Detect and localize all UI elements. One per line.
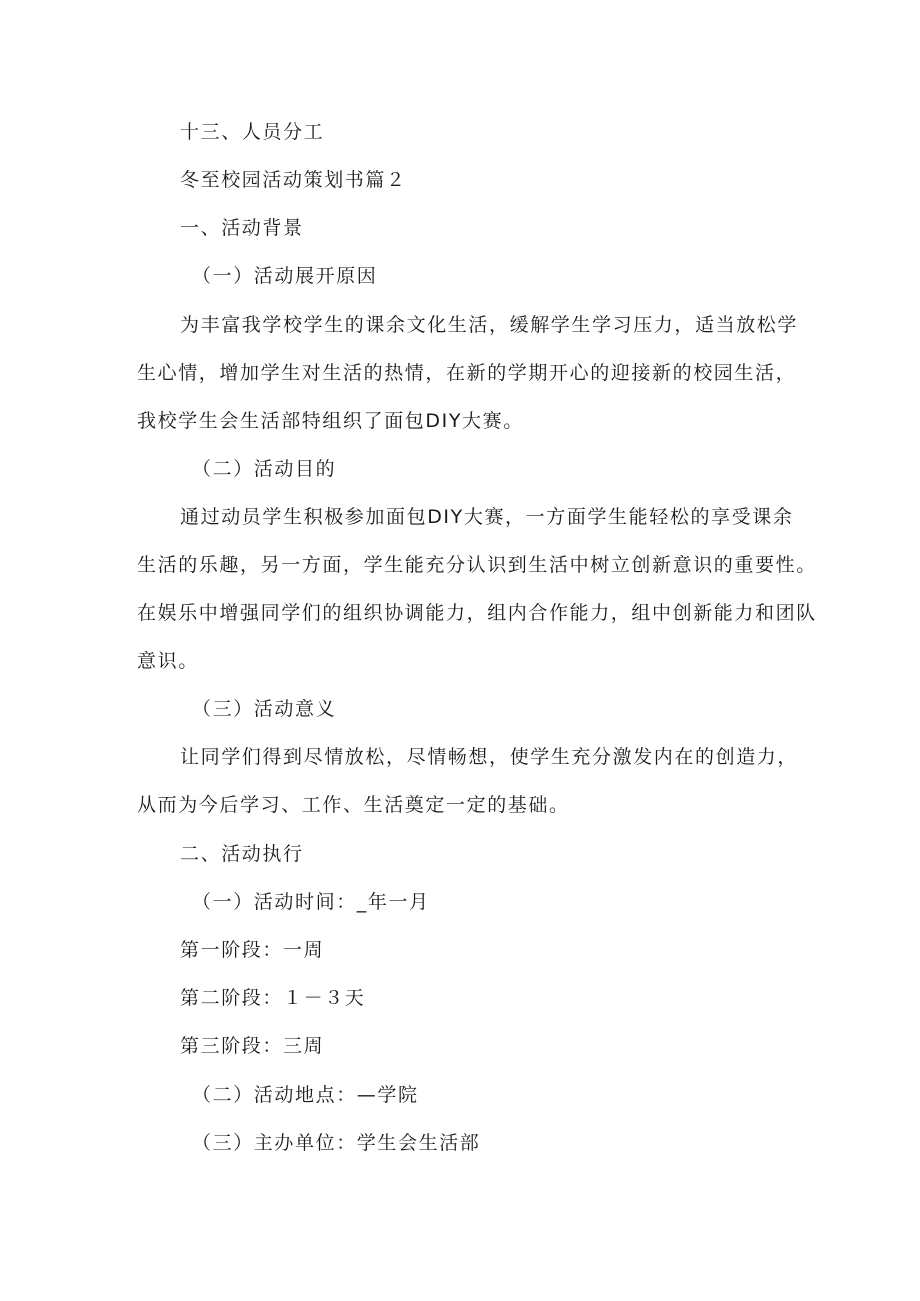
stage-three: 第三阶段：三周 <box>180 1035 325 1057</box>
part2-title: 二、活动执行 <box>180 843 304 865</box>
activity-place: （二）活动地点：—学院 <box>192 1084 419 1106</box>
reason-paragraph-line1: 为丰富我学校学生的课余文化生活，缓解学生学习压力，适当放松学 <box>180 314 799 336</box>
stage-two: 第二阶段：１－３天 <box>180 987 366 1009</box>
purpose-paragraph-line3: 在娱乐中增强同学们的组织协调能力，组内合作能力，组中创新能力和团队 <box>137 602 817 624</box>
stage-one: 第一阶段：一周 <box>180 939 325 961</box>
organizer: （三）主办单位：学生会生活部 <box>192 1132 481 1154</box>
sub2-title: （二）活动目的 <box>192 458 337 480</box>
reason-paragraph-line2: 生心情，增加学生对生活的热情，在新的学期开心的迎接新的校园生活， <box>137 362 797 384</box>
purpose-paragraph-line4: 意识。 <box>137 650 199 672</box>
section-title: 冬至校园活动策划书篇２ <box>180 169 407 191</box>
part1-title: 一、活动背景 <box>180 217 304 239</box>
sub1-title: （一）活动展开原因 <box>192 265 378 287</box>
reason-paragraph-line3: 我校学生会生活部特组织了面包DIY大赛。 <box>137 410 524 432</box>
purpose-paragraph-line2: 生活的乐趣，另一方面，学生能充分认识到生活中树立创新意识的重要性。 <box>137 554 817 576</box>
purpose-paragraph-line1: 通过动员学生积极参加面包DIY大赛，一方面学生能轻松的享受课余 <box>180 506 794 528</box>
sub3-title: （三）活动意义 <box>192 698 337 720</box>
meaning-paragraph-line1: 让同学们得到尽情放松，尽情畅想，使学生充分激发内在的创造力， <box>180 746 799 768</box>
activity-time: （一）活动时间：_年一月 <box>192 891 430 913</box>
meaning-paragraph-line2: 从而为今后学习、工作、生活奠定一定的基础。 <box>137 794 570 816</box>
heading-personnel-division: 十三、人员分工 <box>180 121 325 143</box>
